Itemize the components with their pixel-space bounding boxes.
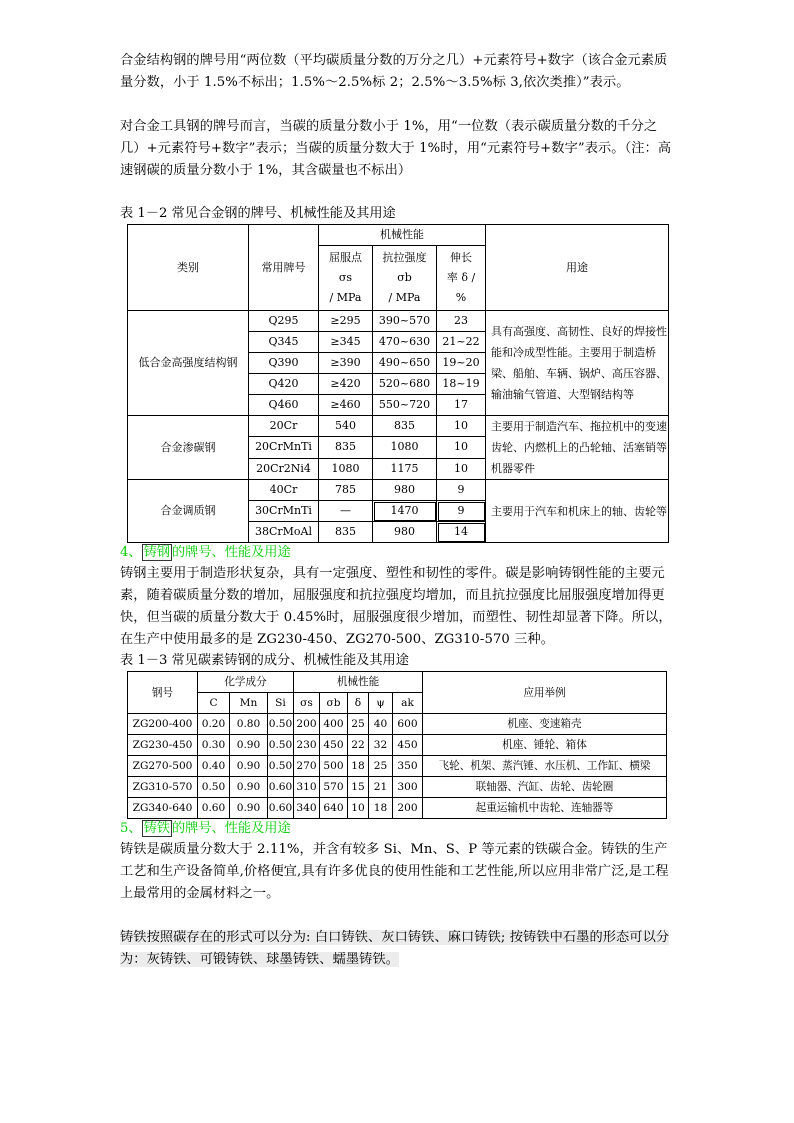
use-cell: 主要用于汽车和机床上的轴、齿轮等: [486, 480, 669, 543]
section-heading-cast-steel: 4、 铸钢 的牌号、性能及用途: [120, 545, 291, 560]
header-grade: 钢号: [128, 672, 198, 714]
carbon-cast-steel-table: 钢号 化学成分 机械性能 应用举例 C Mn Si σs σb δ ψ ak ZG200-400 0.20 0.80 0.50 200 400 25 40 600 机座、变速箱壳 ZG230-450 0.30 0.90 0.50 230 450 22 32 450 机座、锤轮、箱体 ZG270-500 0.40 0.90 0.50 270 500 18 25 350 飞轮、机架、蒸汽锤、水压机、工作缸、横梁 ZG310-570 0.50 0.90 0.60 310 570 15 21 300 联轴器、汽缸、齿轮、齿轮圈 ZG340-640 0.60 0.90 0.60 340 640 10 18 200 起重运输机中齿轮、连轴器等: [127, 671, 667, 819]
term-link-cast-iron[interactable]: 铸铁: [143, 821, 170, 836]
category-cell: 合金渗碳钢: [128, 416, 249, 480]
table-row: ZG310-570 0.50 0.90 0.60 310 570 15 21 300 联轴器、汽缸、齿轮、齿轮圈: [128, 777, 667, 798]
header-tensile: 抗拉强度 σb / MPa: [373, 246, 437, 311]
header-mechanical: 机械性能: [319, 225, 486, 246]
table-row: Q460 ≥460 550~720 17: [128, 395, 669, 416]
table1-caption: 表 1－2 常见合金钢的牌号、机械性能及其用途: [120, 206, 396, 221]
header-use: 用途: [486, 225, 669, 311]
table-row: ZG340-640 0.60 0.90 0.60 340 640 10 18 200 起重运输机中齿轮、连轴器等: [128, 798, 667, 819]
table2-caption: 表 1－3 常见碳素铸钢的成分、机械性能及其用途: [120, 653, 409, 668]
paragraph-alloy-tool-steel: 对合金工具钢的牌号而言，当碳的质量分数小于 1%，用“一位数（表示碳质量分数的千分之几）+元素符号+数字”表示；当碳的质量分数大于 1%时，用“元素符号+数字”表示。（注：高速钢碳的质量分数小于 1%，其含碳量也不标出）: [120, 119, 672, 178]
table-row: Q390 ≥390 490~650 19~20: [128, 353, 669, 374]
section-heading-cast-iron: 5、 铸铁 的牌号、性能及用途: [120, 821, 291, 836]
table-row: ZG230-450 0.30 0.90 0.50 230 450 22 32 450 机座、锤轮、箱体: [128, 735, 667, 756]
use-cell: 主要用于制造汽车、拖拉机中的变速齿轮、内燃机上的凸轮轴、活塞销等机器零件: [486, 416, 669, 480]
table-row: 38CrMoAl 835 980 14: [128, 522, 669, 543]
table-row: 低合金高强度结构钢 Q295 ≥295 390~570 23 具有高强度、高韧性、良好的焊接性能和冷成型性能。主要用于制造桥梁、船舶、车辆、锅炉、高压容器、输油输气管道、大型钢结构等: [128, 311, 669, 332]
header-elongation: 伸长 率 δ / %: [437, 246, 486, 311]
table-row: Q345 ≥345 470~630 21~22: [128, 332, 669, 353]
table-row: Q420 ≥420 520~680 18~19: [128, 374, 669, 395]
header-category: 类别: [128, 225, 249, 311]
paragraph-cast-steel: 铸钢主要用于制造形状复杂，具有一定强度、塑性和韧性的零件。碳是影响铸钢性能的主要元素，随着碳质量分数的增加，屈服强度和抗拉强度均增加，而且抗拉强度比屈服强度增加得更快，但当碳的质量分数大于 0.45%时，屈服强度很少增加，而塑性、韧性却显著下降。所以，在生产中使用最多的是 ZG230-450、ZG270-500、ZG310-570 三种。: [120, 566, 672, 647]
header-mechanical: 机械性能: [294, 672, 423, 693]
paragraph-cast-iron: 铸铁是碳质量分数大于 2.11%，并含有较多 Si、Mn、S、P 等元素的铁碳合金。铸铁的生产工艺和生产设备简单,价格便宜,具有许多优良的使用性能和工艺性能,所以应用非常广泛,是工程上最常用的金属材料之一。: [120, 842, 669, 901]
header-chemical: 化学成分: [198, 672, 294, 693]
paragraph-alloy-structural-steel: 合金结构钢的牌号用“两位数（平均碳质量分数的万分之几）+元素符号+数字（该合金元素质量分数，小于 1.5%不标出；1.5%～2.5%标 2；2.5%～3.5%标 3,依次类推）”表示。: [120, 53, 668, 90]
table-row: ZG270-500 0.40 0.90 0.50 270 500 18 25 350 飞轮、机架、蒸汽锤、水压机、工作缸、横梁: [128, 756, 667, 777]
header-grade: 常用牌号: [249, 225, 319, 311]
header-yield: 屈服点 σs / MPa: [319, 246, 373, 311]
table-row: 合金渗碳钢 20Cr 540 835 10 主要用于制造汽车、拖拉机中的变速齿轮、内燃机上的凸轮轴、活塞销等机器零件: [128, 416, 669, 437]
category-cell: 低合金高强度结构钢: [128, 311, 249, 416]
alloy-steel-table: [127, 224, 669, 543]
table-row: 30CrMnTi — 1470 9: [128, 501, 669, 522]
table-row: 20Cr2Ni4 1080 1175 10: [128, 458, 669, 479]
term-link-cast-steel[interactable]: 铸钢: [143, 545, 170, 560]
use-cell: 具有高强度、高韧性、良好的焊接性能和冷成型性能。主要用于制造桥梁、船舶、车辆、锅炉、高压容器、输油输气管道、大型钢结构等: [486, 311, 669, 416]
table-row: ZG200-400 0.20 0.80 0.50 200 400 25 40 600 机座、变速箱壳: [128, 714, 667, 735]
table-row: 20CrMnTi 835 1080 10: [128, 437, 669, 458]
document-page: [120, 50, 675, 971]
category-cell: 合金调质钢: [128, 480, 249, 543]
paragraph-cast-iron-types: 铸铁按照碳存在的形式可以分为: 白口铸铁、灰口铸铁、麻口铸铁; 按铸铁中石墨的形态可以分为：灰铸铁、可锻铸铁、球墨铸铁、蠕墨铸铁。: [120, 930, 670, 967]
header-application: 应用举例: [423, 672, 667, 714]
table-row: 合金调质钢 40Cr 785 980 9 主要用于汽车和机床上的轴、齿轮等: [128, 480, 669, 501]
